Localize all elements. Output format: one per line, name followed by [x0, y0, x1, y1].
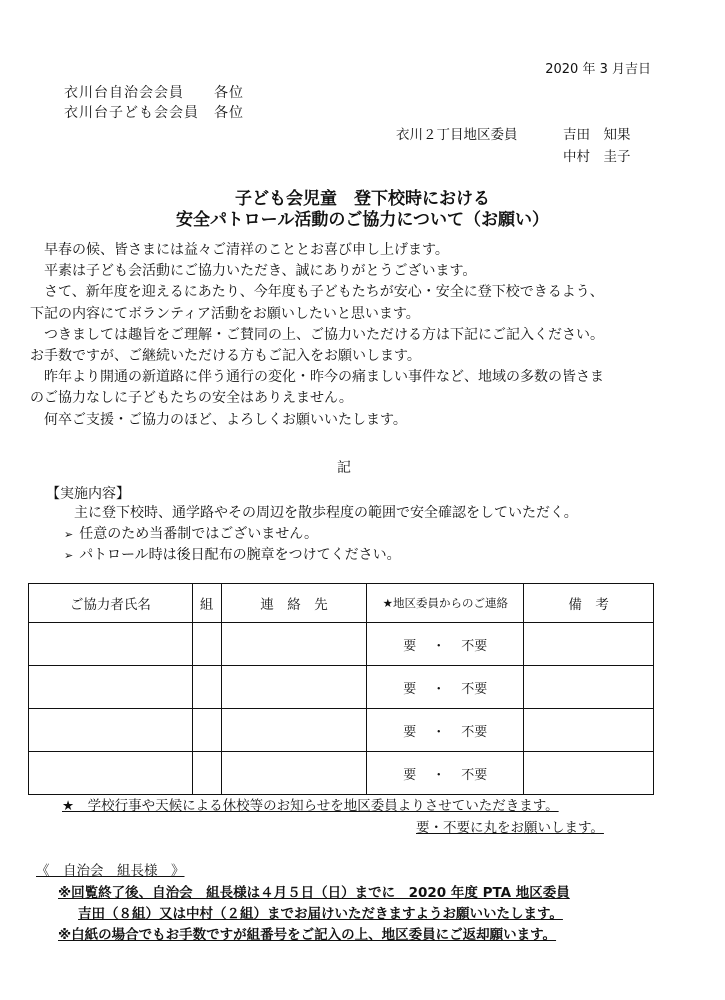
leader-instruction: ※回覧終了後、自治会 組長様は４月５日（日）までに 2020 年度 PTA 地区委員	[58, 885, 570, 901]
body-paragraph: のご協力なしに子どもたちの安全はありえません。	[30, 390, 353, 407]
ki-heading: 記	[337, 460, 351, 476]
notice-choice-cell[interactable]	[367, 709, 524, 752]
remarks-cell[interactable]	[524, 623, 654, 666]
no-option[interactable]: 不要	[461, 638, 488, 654]
bullet-text: 任意のため当番制ではございません。	[79, 526, 319, 542]
group-cell[interactable]	[192, 752, 221, 795]
yes-option[interactable]: 要	[403, 767, 417, 783]
recipient-line: 衣川台自治会会員 各位	[64, 85, 244, 101]
table-header-row	[29, 584, 654, 623]
contact-cell[interactable]	[221, 752, 367, 795]
sender-block	[396, 123, 631, 143]
no-option[interactable]: 不要	[461, 681, 488, 697]
remarks-cell[interactable]	[524, 709, 654, 752]
document-title: 子ども会児童 登下校時における	[235, 189, 490, 209]
notice-note: ★ 学校行事や天候による休校等のお知らせを地区委員よりさせていただきます。	[62, 798, 559, 814]
group-cell[interactable]	[192, 623, 221, 666]
column-header-remarks: 備 考	[524, 584, 654, 623]
notice-choice-cell[interactable]	[367, 752, 524, 795]
implementation-heading: 【実施内容】	[46, 486, 130, 502]
volunteer-form-table	[28, 583, 654, 795]
table-row	[29, 623, 654, 666]
bullet-text: パトロール時は後日配布の腕章をつけてください。	[79, 547, 401, 563]
separator: ・	[432, 638, 446, 654]
group-cell[interactable]	[192, 666, 221, 709]
table-row	[29, 752, 654, 795]
body-paragraph: つきましては趣旨をご理解・ご賛同の上、ご協力いただける方は下記にご記入ください。	[30, 326, 604, 343]
body-text	[30, 240, 670, 431]
circle-instruction: 要・不要に丸をお願いします。	[416, 820, 604, 836]
yes-option[interactable]: 要	[403, 638, 417, 654]
notice-choice-cell[interactable]	[367, 623, 524, 666]
yes-option[interactable]: 要	[403, 724, 417, 740]
contact-cell[interactable]	[221, 666, 367, 709]
body-paragraph: 平素は子ども会活動にご協力いただき、誠にありがとうございます。	[30, 263, 477, 280]
yes-option[interactable]: 要	[403, 681, 417, 697]
no-option[interactable]: 不要	[461, 767, 488, 783]
no-option[interactable]: 不要	[461, 724, 488, 740]
remarks-cell[interactable]	[524, 666, 654, 709]
sender-organization: 衣川２丁目地区委員	[396, 127, 518, 143]
group-cell[interactable]	[192, 709, 221, 752]
implementation-description: 主に登下校時、通学路やその周辺を散歩程度の範囲で安全確認をしていただく。	[74, 505, 578, 521]
name-cell[interactable]	[29, 709, 193, 752]
bullet-item	[64, 523, 318, 543]
name-cell[interactable]	[29, 752, 193, 795]
column-header-name: ご協力者氏名	[29, 584, 193, 623]
recipient-line: 衣川台子ども会会員 各位	[64, 105, 244, 121]
remarks-cell[interactable]	[524, 752, 654, 795]
arrow-bullet-icon: ➢	[64, 528, 74, 541]
body-paragraph: さて、新年度を迎えるにあたり、今年度も子どもたちが安心・安全に登下校できるよう、	[30, 284, 604, 301]
leader-instruction: ※白紙の場合でもお手数ですが組番号をご記入の上、地区委員にご返却願います。	[58, 927, 557, 943]
body-paragraph: 昨年より開通の新道路に伴う通行の変化・昨今の痛ましい事件など、地域の多数の皆さま	[30, 369, 604, 386]
column-header-contact: 連 絡 先	[221, 584, 367, 623]
document-date: 2020 年 3 月吉日	[545, 62, 651, 77]
column-header-notice: ★地区委員からのご連絡	[367, 584, 524, 623]
body-paragraph: お手数ですが、ご継続いただける方もご記入をお願いします。	[30, 348, 421, 365]
arrow-bullet-icon: ➢	[64, 549, 74, 562]
table-row	[29, 666, 654, 709]
contact-cell[interactable]	[221, 623, 367, 666]
leader-section-heading: 《 自治会 組長様 》	[36, 863, 185, 879]
notice-choice-cell[interactable]	[367, 666, 524, 709]
name-cell[interactable]	[29, 623, 193, 666]
separator: ・	[432, 767, 446, 783]
name-cell[interactable]	[29, 666, 193, 709]
document-title: 安全パトロール活動のご協力について（お願い）	[176, 210, 549, 230]
column-header-group: 組	[192, 584, 221, 623]
sender-name: 中村 圭子	[563, 149, 631, 165]
body-paragraph: 早春の候、皆さまには益々ご清祥のこととお喜び申し上げます。	[30, 242, 449, 258]
bullet-item	[64, 544, 401, 564]
table-row	[29, 709, 654, 752]
contact-cell[interactable]	[221, 709, 367, 752]
leader-instruction: 吉田（８組）又は中村（２組）までお届けいただきますようお願いいたします。	[78, 906, 563, 922]
separator: ・	[432, 681, 446, 697]
separator: ・	[432, 724, 446, 740]
body-paragraph: 何卒ご支援・ご協力のほど、よろしくお願いいたします。	[30, 411, 407, 428]
sender-name: 吉田 知果	[563, 127, 631, 143]
body-paragraph: 下記の内容にてボランティア活動をお願いしたいと思います。	[30, 305, 420, 322]
